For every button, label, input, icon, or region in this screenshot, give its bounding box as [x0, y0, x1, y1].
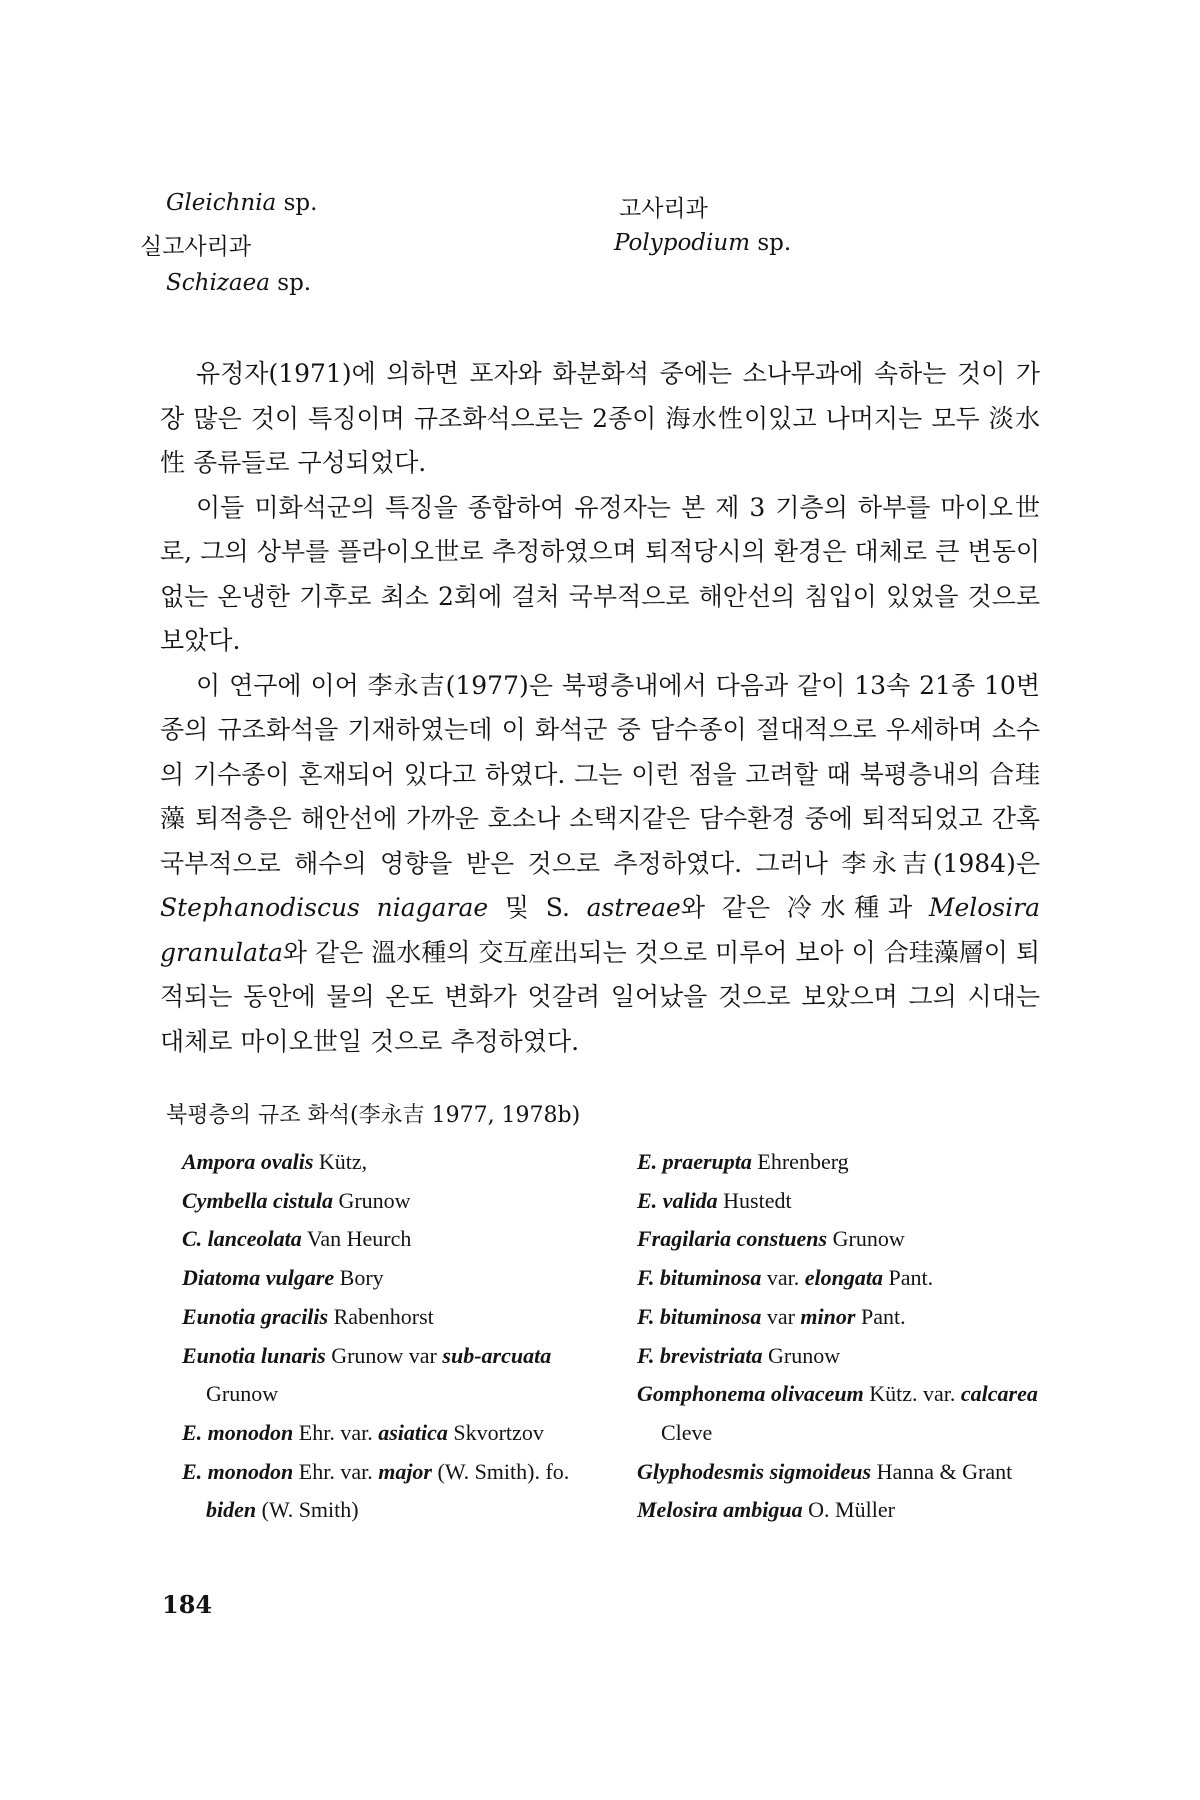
- species-list-right: [637, 1143, 1057, 1530]
- text-run: 와 같은 溫水種의 交互産出되는 것으로 미루어 보아 이 合珪藻層이 퇴적되는 동안에 물의 온도 변화가 엇갈려 일어났을 것으로 보았으며 그의 시대는 대체로 마이오世일 것으로 추정하였다.: [160, 937, 1040, 1056]
- species-authority: Ehrenberg: [751, 1149, 849, 1174]
- text-run: 와 같은 冷水種과: [680, 893, 929, 922]
- species-name: Cymbella cistula: [182, 1187, 333, 1213]
- species-name: E. monodon: [182, 1458, 294, 1484]
- species-authority: var: [761, 1303, 801, 1329]
- species-name: Diatoma vulgare: [182, 1265, 335, 1291]
- species-entry: [637, 1453, 1057, 1492]
- species-entry: [637, 1491, 1057, 1530]
- species-entry: [182, 1414, 622, 1453]
- text-run: 이 연구에 이어 李永吉(1977)은 북평층내에서 다음과 같이 13속 21종 10변종의 규조화석을 기재하였는데 이 화석군 중 담수종이 절대적으로 우세하며 소수의 기수종이 혼재되어 있다고 하였다. 그는 이런 점을 고려할 때 북평층내의 合珪藻 퇴적층은 해안선에 가까운 호소나 소택지같은 담수환경 중에 퇴적되었고 간혹 국부적으로 해수의 영향을 받은 것으로 추정하였다. 그러나 李永吉(1984)은: [160, 670, 1040, 878]
- species-abbrev: sp.: [269, 270, 312, 296]
- species-authority: Ehr. var.: [293, 1458, 379, 1484]
- species-name: Melosira granulata: [160, 893, 1040, 967]
- species-name: sub-arcuata: [442, 1342, 552, 1368]
- species-entry: [637, 1259, 1057, 1298]
- species-name: Fragilaria constuens: [637, 1226, 828, 1252]
- species-authority: Grunow: [332, 1187, 411, 1213]
- paragraph: 이들 미화석군의 특징을 종합하여 유정자는 본 제 3 기층의 하부를 마이오世로, 그의 상부를 플라이오世로 추정하였으며 퇴적당시의 환경은 대체로 큰 변동이 없는 온냉한 기후로 최소 2회에 걸처 국부적으로 해안선의 침입이 있었을 것으로 보았다.: [160, 492, 1040, 655]
- species-authority: Hanna & Grant: [871, 1458, 1013, 1484]
- species-authority: Grunow var: [325, 1342, 443, 1368]
- species-authority: (W. Smith): [256, 1497, 359, 1523]
- genus-name: Polypodium: [614, 230, 751, 256]
- species-authority: Kütz,: [313, 1149, 368, 1174]
- species-entry: [182, 1337, 622, 1414]
- species-authority: Skvortzov: [447, 1419, 544, 1445]
- species-name: E. valida: [637, 1187, 718, 1213]
- species-authority: Bory: [334, 1265, 384, 1291]
- species-authority: (W. Smith). fo.: [432, 1458, 570, 1484]
- species-entry: [182, 1182, 622, 1221]
- paragraph: 유정자(1971)에 의하면 포자와 화분화석 중에는 소나무과에 속하는 것이 가장 많은 것이 특징이며 규조화석으로는 2종이 海水性이있고 나머지는 모두 淡水性 종류들로 구성되었다.: [160, 359, 1040, 477]
- body-text: [160, 352, 1040, 1064]
- species-entry: [637, 1337, 1057, 1376]
- species-name: Eunotia lunaris: [182, 1342, 326, 1368]
- fern-family-list: [140, 190, 1066, 310]
- species-authority: Grunow: [206, 1381, 279, 1407]
- species-authority: var.: [761, 1265, 805, 1291]
- species-authority: Grunow: [827, 1226, 905, 1252]
- species-name: Stephanodiscus niagarae: [160, 893, 489, 922]
- species-name: F. brevistriata: [637, 1342, 763, 1368]
- species-authority: Hustedt: [717, 1187, 792, 1213]
- species-authority: Ehr. var.: [293, 1419, 379, 1445]
- species-entry: [182, 1453, 622, 1530]
- species-authority: Rabenhorst: [328, 1303, 434, 1329]
- page-number: 184: [162, 1590, 213, 1619]
- species-name: biden: [206, 1497, 257, 1523]
- species-entry: [182, 1220, 622, 1259]
- species-name: Glyphodesmis sigmoideus: [637, 1458, 872, 1484]
- species-name: F. bituminosa: [637, 1265, 762, 1291]
- species-entry: [182, 1298, 622, 1337]
- species-name: Ampora ovalis: [182, 1149, 314, 1174]
- species-name: astreae: [586, 893, 681, 922]
- species-entry: [182, 1143, 622, 1182]
- gleichnia-entry: [166, 190, 317, 216]
- species-entry: [182, 1259, 622, 1298]
- species-name: E. monodon: [182, 1419, 294, 1445]
- species-entry: [637, 1143, 1057, 1182]
- species-authority: O. Müller: [802, 1497, 895, 1523]
- schizaea-entry: [166, 270, 311, 296]
- species-abbrev: sp.: [276, 190, 318, 216]
- species-authority: Van Heurch: [301, 1226, 412, 1252]
- species-name: calcarea: [960, 1381, 1038, 1407]
- species-name: C. lanceolata: [182, 1226, 302, 1252]
- section-heading: 북평층의 규조 화석(李永吉 1977, 1978b): [166, 1103, 581, 1128]
- species-name: Eunotia gracilis: [182, 1303, 329, 1329]
- species-name: Gomphonema olivaceum: [637, 1381, 864, 1407]
- species-name: F. bituminosa: [637, 1303, 762, 1329]
- genus-name: Schizaea: [166, 270, 270, 296]
- species-authority: Cleve: [661, 1419, 713, 1445]
- species-name: asiatica: [378, 1419, 448, 1445]
- species-entry: [637, 1220, 1057, 1259]
- species-entry: [637, 1182, 1057, 1221]
- family-gosari: 고사리과: [619, 196, 708, 222]
- text-run: 및 S.: [488, 893, 587, 922]
- species-name: Melosira ambigua: [637, 1497, 803, 1523]
- species-authority: Pant.: [882, 1265, 934, 1291]
- family-silgosari: 실고사리과: [140, 234, 252, 260]
- species-entry: [637, 1298, 1057, 1337]
- species-name: E. praerupta: [637, 1149, 752, 1174]
- species-authority: Pant.: [855, 1303, 906, 1329]
- species-name: major: [378, 1458, 432, 1484]
- polypodium-entry: [614, 230, 791, 256]
- species-name: elongata: [804, 1265, 883, 1291]
- paragraph: [160, 664, 1040, 1065]
- species-name: minor: [800, 1303, 856, 1329]
- species-authority: Grunow: [762, 1342, 841, 1368]
- species-entry: [637, 1375, 1057, 1452]
- species-abbrev: sp.: [750, 230, 792, 256]
- species-authority: Kütz. var.: [863, 1381, 961, 1407]
- genus-name: Gleichnia: [166, 190, 277, 216]
- species-list-left: [182, 1143, 622, 1530]
